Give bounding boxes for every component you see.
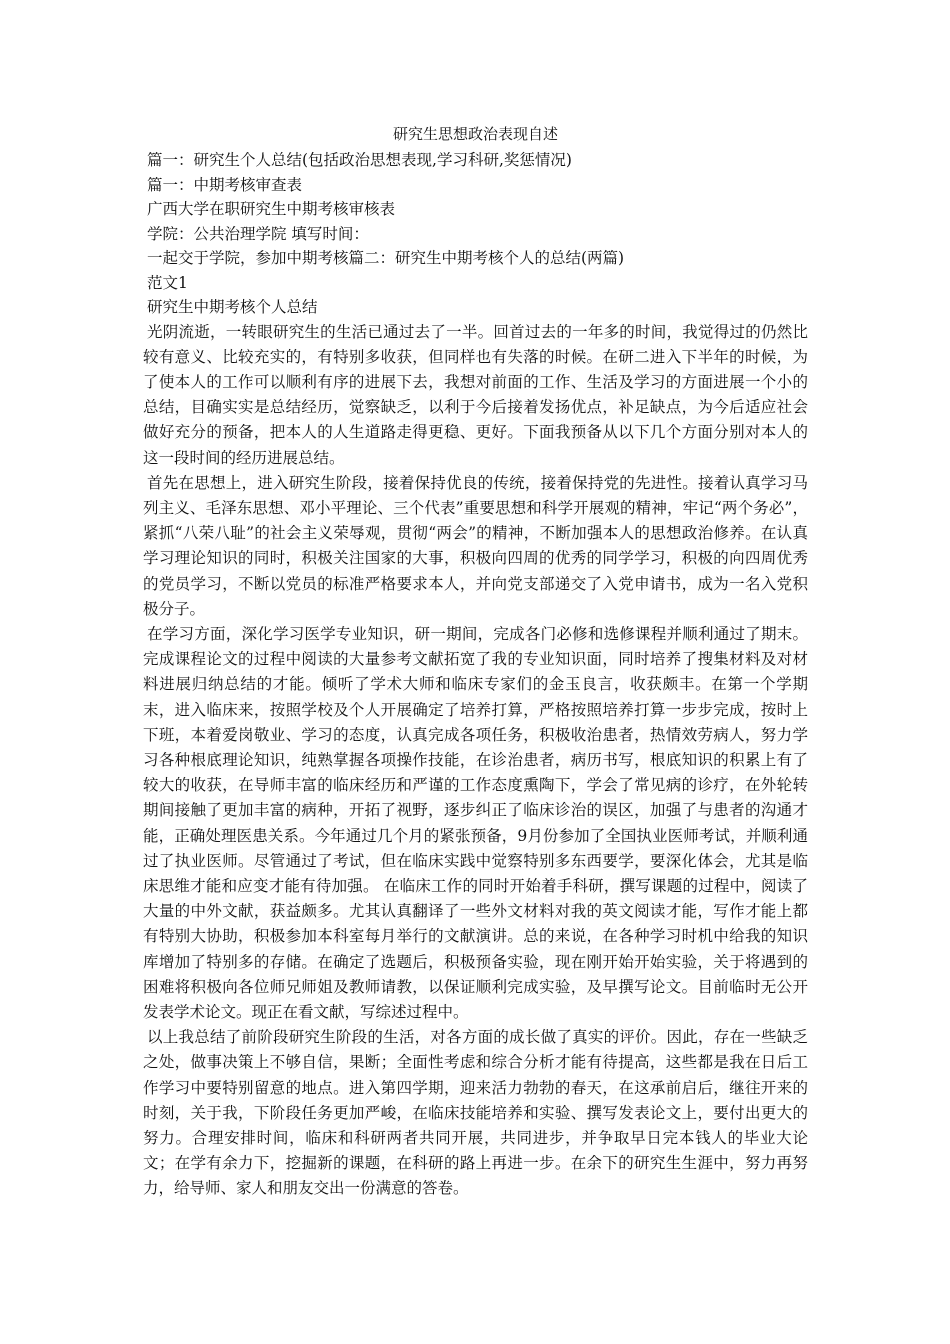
header-line-part1: 篇一：研究生个人总结(包括政治思想表现,学习科研,奖惩情况)	[147, 151, 572, 169]
document-title: 研究生思想政治表现自述	[392, 125, 558, 143]
paragraph-conclusion: 以上我总结了前阶段研究生阶段的生活，对各方面的成长做了真实的评价。因此，存在一些缺乏之处，做事决策上不够自信，果断；全面性考虑和综合分析才能有待提高，这些都是我在日后工作学习中要特别留意的地点。进入第四学期，迎来活力勃勃的春天，在这承前启后，继往开来的时刻，关于我，下阶段任务更加严峻，在临床技能培养和实验、撰写发表论文上，要付出更大的努力。合理安排时间，临床和科研两者共同开展，共同进步，并争取早日完本钱人的毕业大论文；在学有余力下，挖掘新的课题，在科研的路上再进一步。在余下的研究生生涯中，努力再努力，给导师、家人和朋友交出一份满意的答卷。	[143, 1028, 808, 1198]
paragraph-intro: 光阴流逝，一转眼研究生的生活已通过去了一半。回首过去的一年多的时间，我觉得过的仍然比较有意义、比较充实的，有特别多收获，但同样也有失落的时候。在研二进入下半年的时候，为了使本人的工作可以顺利有序的进展下去，我想对前面的工作、生活及学习的方面进展一个小的总结，目确实实是总结经历，觉察缺乏，以利于今后接着发扬优点，补足缺点，为今后适应社会做好充分的预备，把本人的人生道路走得更稳、更好。下面我预备从以下几个方面分别对本人的这一段时间的经历进展总结。	[143, 322, 808, 467]
document-page	[143, 124, 808, 1202]
header-line-review-form: 篇一：中期考核审查表	[147, 175, 303, 194]
paragraph-study: 在学习方面，深化学习医学专业知识，研一期间，完成各门必修和选修课程并顺利通过了期末。完成课程论文的过程中阅读的大量参考文献拓宽了我的专业知识面，同时培养了搜集材料及对材料进展归纳总结的才能。倾听了学术大师和临床专家们的金玉良言，收获颇丰。在第一个学期末，进入临床来，按照学校及个人开展确定了培养打算，严格按照培养打算一步步完成，按时上下班，本着爱岗敬业、学习的态度，认真完成各项任务，积极收治患者，热情效劳病人，努力学习各种根底理论知识，纯熟掌握各项操作技能，在诊治患者，病历书写，根底知识的积累上有了较大的收获，在导师丰富的临床经历和严谨的工作态度熏陶下，学会了常见病的诊疗，在外轮转期间接触了更加丰富的病种，开拓了视野，逐步纠正了临床诊治的误区，加强了与患者的沟通才能，正确处理医患关系。今年通过几个月的紧张预备，9月份参加了全国执业医师考试，并顺利通过了执业医师。尽管通过了考试，但在临床实践中觉察特别多东西要学，要深化体会，尤其是临床思维才能和应变才能有待加强。 在临床工作的同时开始着手科研，撰写课题的过程中，阅读了大量的中外文献，获益颇多。尤其认真翻译了一些外文材料对我的英文阅读才能，写作才能上都有特别大协助，积极参加本科室每月举行的文献演讲。总的来说，在各种学习时机中给我的知识库增加了特别多的存储。在确定了选题后，积极预备实验，现在刚开始开始实验，关于将遇到的困难将积极向各位师兄师姐及教师请教，以保证顺利完成实验，及早撰写论文。目前临时无公开发表学术论文。现正在看文献，写综述过程中。	[143, 624, 808, 1021]
header-line-university: 广西大学在职研究生中期考核审核表	[147, 200, 396, 218]
header-line-sample: 范文1	[147, 273, 188, 292]
header-line-summary-title: 研究生中期考核个人总结	[147, 298, 318, 316]
header-line-college: 学院：公共治理学院 填写时间：	[147, 224, 369, 243]
header-line-part2: 一起交于学院，参加中期考核篇二：研究生中期考核个人的总结(两篇)	[147, 249, 625, 267]
paragraph-ideology: 首先在思想上，进入研究生阶段，接着保持优良的传统，接着保持党的先进性。接着认真学习马列主义、毛泽东思想、邓小平理论、三个代表”重要思想和科学开展观的精神，牢记“两个务必”， 紧抓“八荣八耻”的社会主义荣辱观，贯彻“两会”的精神，不断加强本人的思想政治修养。在认真学习理论知识的同时，积极关注国家的大事，积极向四周的优秀的同学学习，积极的向四周优秀的党员学习，不断以党员的标准严格要求本人，并向党支部递交了入党申请书，成为一名入党积极分子。	[143, 473, 808, 618]
